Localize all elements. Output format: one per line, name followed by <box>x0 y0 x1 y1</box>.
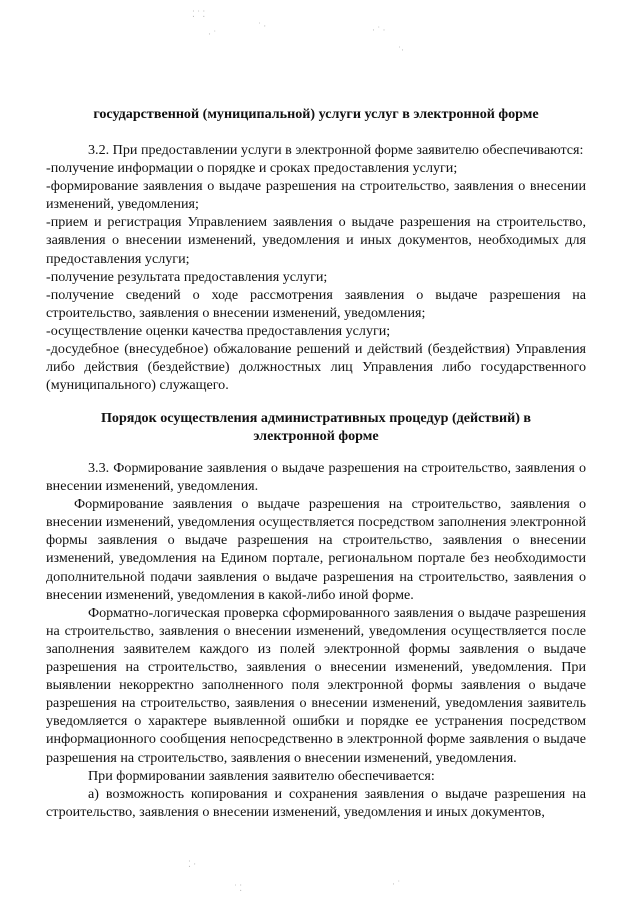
list-item: -получение сведений о ходе рассмотрения заявления о выдаче разрешения на строительство, заявления о внесении изменений, уведомления; <box>46 286 586 321</box>
section-3-3 <box>46 459 586 821</box>
list-item: -досудебное (внесудебное) обжалование решений и действий (бездействия) Управления либо действия (бездействие) должностных лиц Управления либо государственного (муниципального) служащего. <box>46 341 586 394</box>
scan-speckle-top-mid: ˙ · <box>258 21 267 31</box>
section-3-2 <box>46 141 586 394</box>
section-heading-electronic-services: государственной (муниципальной) услуги услуг в электронной форме <box>93 106 539 122</box>
scan-speckle-top-left-2: · ˙ <box>208 29 217 39</box>
section-heading-procedures <box>46 409 586 445</box>
item-a: а) возможность копирования и сохранения заявления о выдаче разрешения на строительство, заявления о внесении изменений, уведомления и иных документов, <box>46 785 586 820</box>
section-heading-procedures-line1: Порядок осуществления административных процедур (действий) в <box>100 410 532 426</box>
paragraph-when-forming: При формировании заявления заявителю обеспечивается: <box>88 767 435 784</box>
paragraph-forming: Формирование заявления о выдаче разрешения на строительство, заявления о внесении изменений, уведомления осуществляется посредством заполнения электронной формы заявления о выдаче разрешения на строительство, заявления о внесении изменений, уведомления на Едином портале, региональном портале без необходимости дополнительной подачи заявления о выдаче разрешения на строительство, заявления о внесении изменений, уведомления в какой-либо иной форме. <box>46 496 586 603</box>
list-item: -формирование заявления о выдаче разрешения на строительство, заявления о внесении изменений, уведомления; <box>46 178 586 213</box>
scan-speckle-top-right: · ˙ · <box>372 25 386 35</box>
paragraph-3-3: 3.3. Формирование заявления о выдаче разрешения на строительство, заявления о внесении изменений, уведомления. <box>46 460 586 495</box>
scan-speckle-bottom-left: ⁚ · <box>188 859 197 869</box>
scan-speckle-top-right-2: ˙· <box>398 45 404 55</box>
scan-speckle-top-left: ⁚ ˙ ⁚ <box>192 9 206 19</box>
paragraph-format-check: Форматно-логическая проверка сформированного заявления о выдаче разрешения на строительство, заявления о внесении изменений, уведомления осуществляется после заполнения заявителем каждого из полей электронной формы заявления о выдаче разрешения на строительство, заявления о внесении изменений, уведомления. При выявлении некорректно заполненного поля электронной формы заявления о выдаче разрешения на строительство, заявления о внесении изменений, уведомления заявитель уведомляется о характере выявленной ошибки и порядке ее устранения посредством информационного сообщения непосредственно в электронной форме заявления о выдаче разрешения на строительство, заявления о внесении изменений, уведомления. <box>46 604 586 766</box>
scan-speckle-bottom-right: · ˙ <box>392 879 401 889</box>
list-item: -получение информации о порядке и сроках предоставления услуги; <box>46 160 458 177</box>
list-item: -получение результата предоставления услуги; <box>46 268 328 285</box>
scan-speckle-bottom-left-2: ˙ ⁚ <box>234 883 243 893</box>
paragraph-3-2-intro: 3.2. При предоставлении услуги в электронной форме заявителю обеспечиваются: <box>88 142 584 158</box>
section-heading-procedures-line2: электронной форме <box>253 428 379 445</box>
list-item: -прием и регистрация Управлением заявления о выдаче разрешения на строительство, заявления о внесении изменений, уведомления и иных документов, необходимых для предоставления услуги; <box>46 214 586 267</box>
list-item: -осуществление оценки качества предоставления услуги; <box>46 322 391 339</box>
